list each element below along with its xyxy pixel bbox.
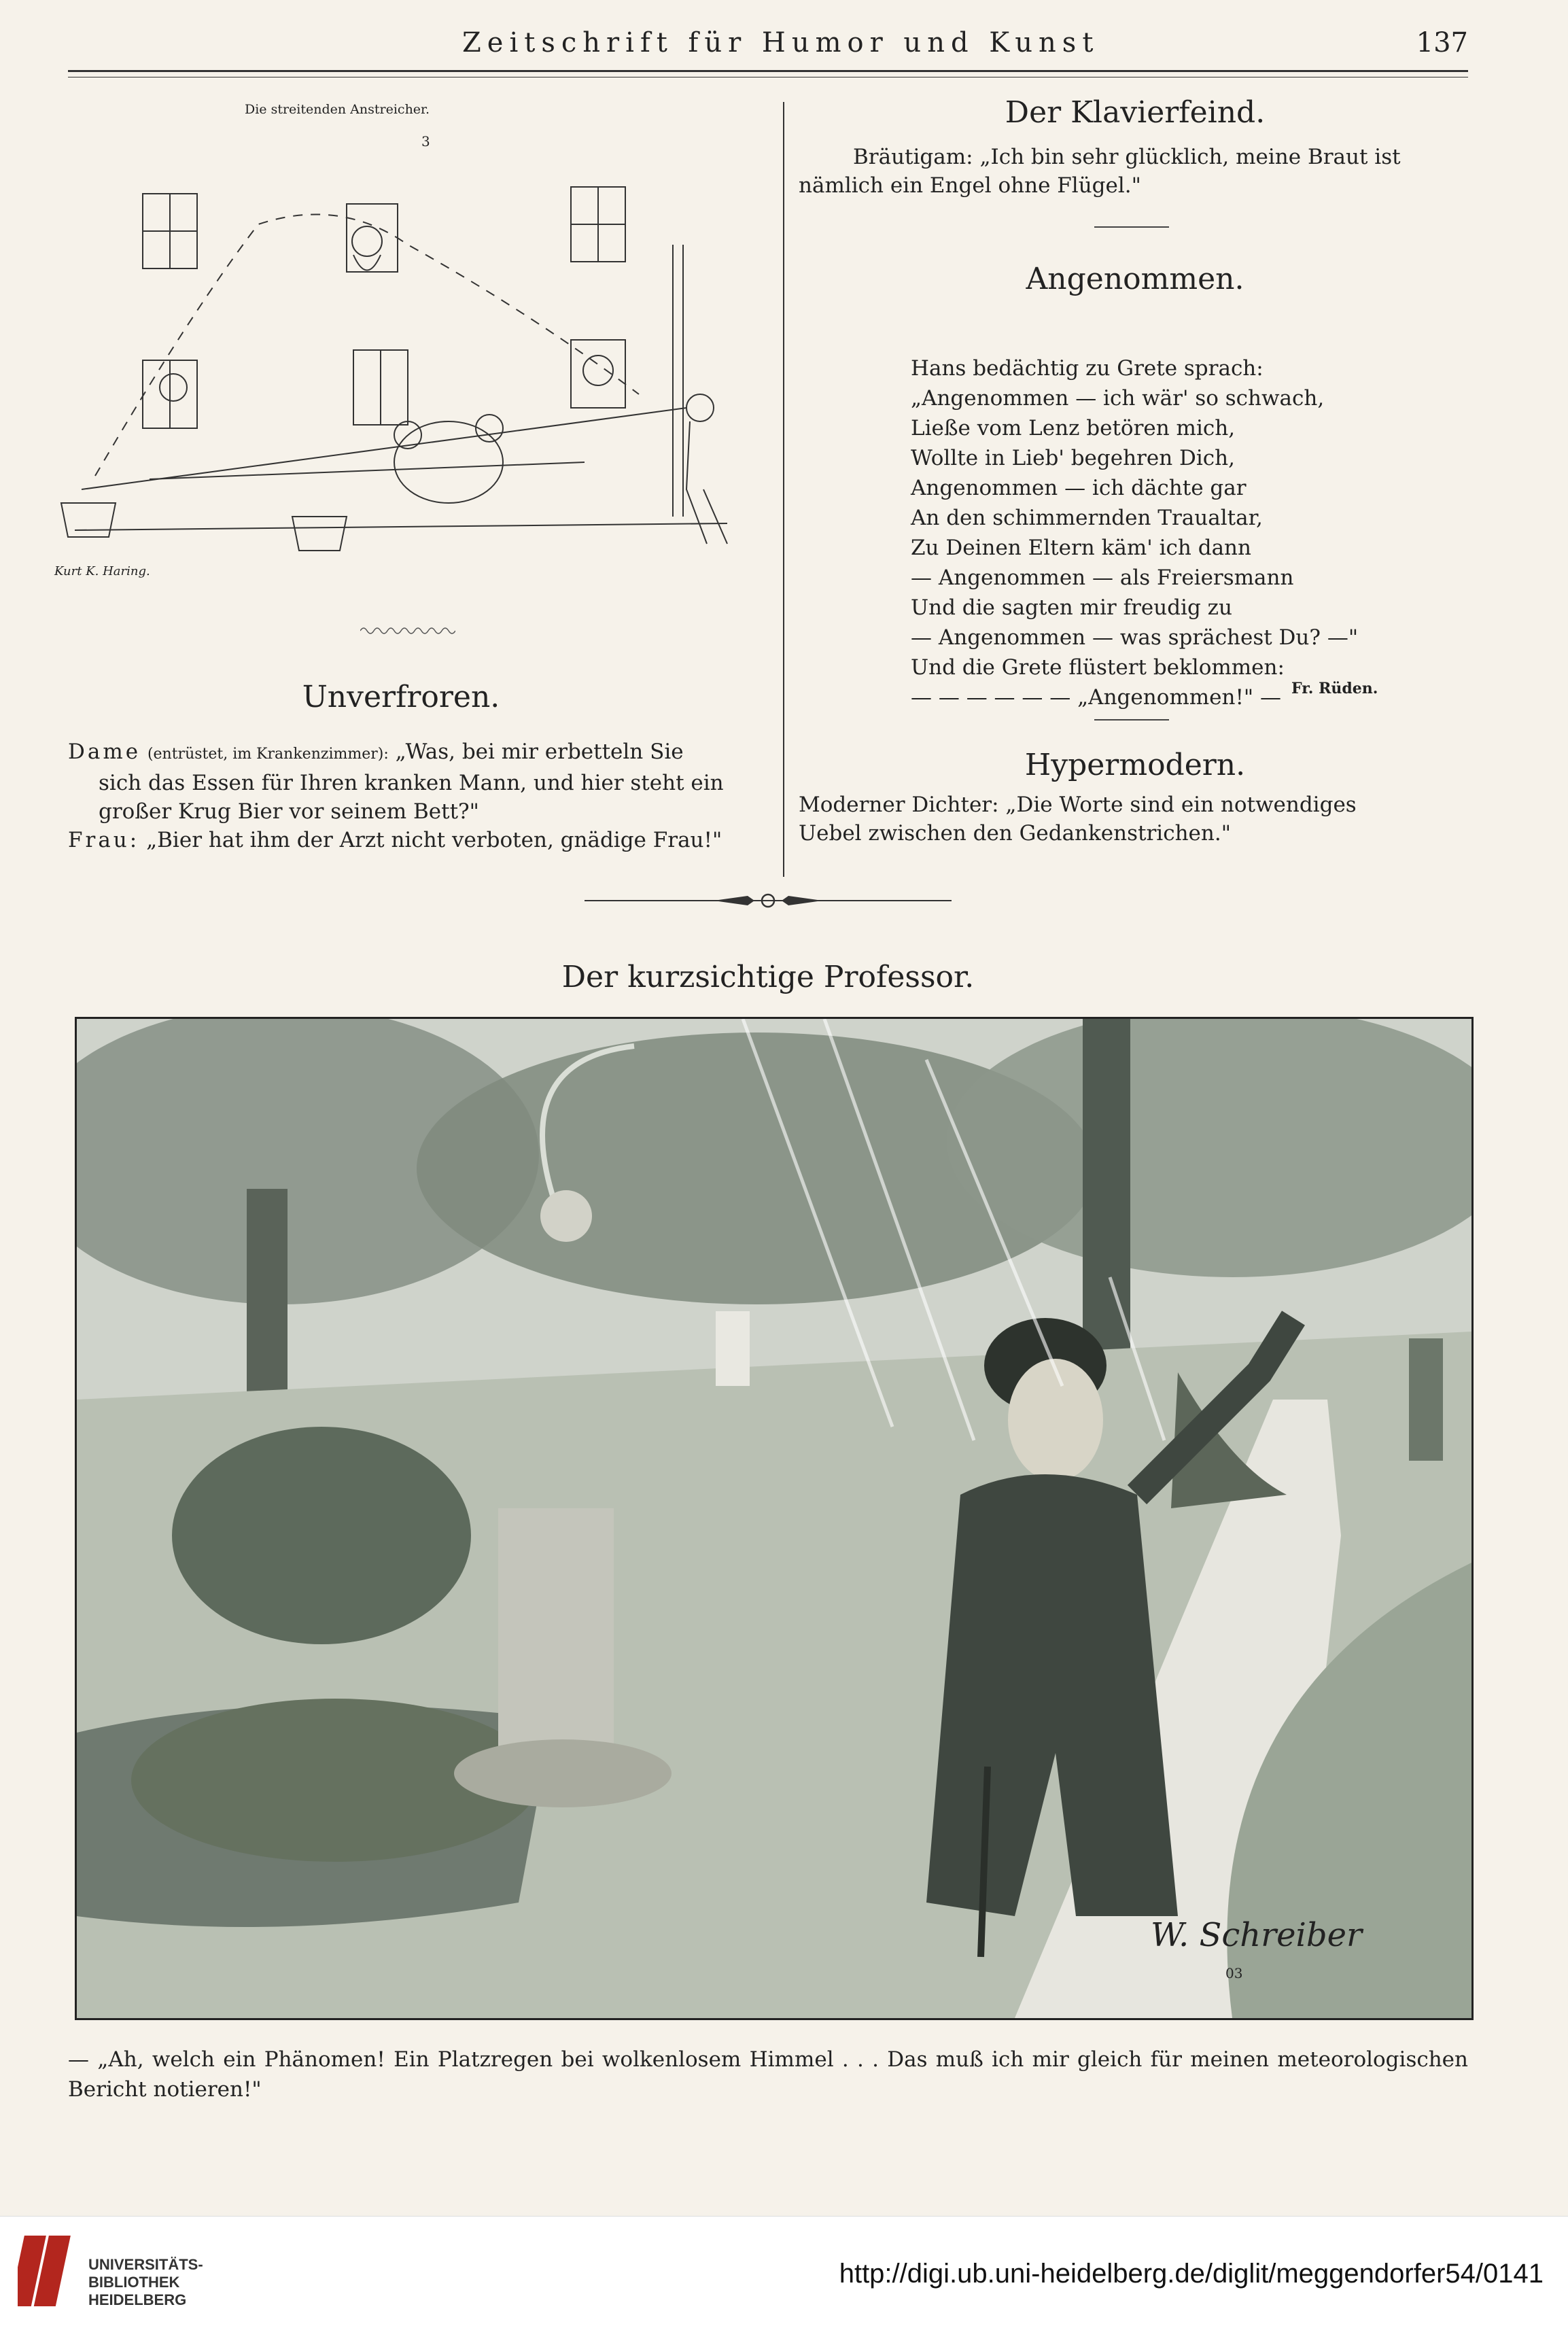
library-name-line1: UNIVERSITÄTS- [88,2256,203,2273]
column-divider [783,102,784,877]
poem-line: „Angenommen — ich wär' so schwach, [911,386,1325,411]
joke-line2: sich das Essen für Ihren kranken Mann, und hier steht ein [99,771,724,795]
joke-line1: „Was, bei mir erbetteln Sie [395,740,684,764]
klavier-line2: nämlich ein Engel ohne Flügel." [799,173,1141,198]
klavier-heading: Der Klavierfeind. [1005,95,1266,130]
library-name-line3: HEIDELBERG [88,2291,187,2308]
hyper-heading: Hypermodern. [1024,748,1246,782]
joke-stage-note: (entrüstet, im Krankenzimmer): [147,746,389,763]
university-library-logo [18,2229,79,2313]
poem-line: Wollte in Lieb' begehren Dich, [911,446,1235,470]
illustration-year: 03 [1225,1965,1243,1981]
poem-line: Zu Deinen Eltern käm' ich dann [911,536,1251,560]
hyper-text [799,791,1468,848]
poem-body [911,353,1358,712]
illustration-heading: Der kurzsichtige Professor. [561,960,975,994]
joke-line4: „Bier hat ihm der Arzt nicht verboten, gnädige Frau!" [146,828,722,852]
klavier-line1: Bräutigam: „Ich bin sehr glücklich, meine Braut ist [853,145,1401,169]
park-scene [77,1019,1471,2018]
joke-speaker-dame: Dame [68,740,141,764]
poem-heading: Angenommen. [1026,262,1244,296]
cartoon-signature: Kurt K. Haring. [54,564,150,578]
hyper-line1: Moderner Dichter: „Die Worte sind ein notwendiges [799,793,1357,817]
poem-author: Fr. Rüden. [1291,680,1378,697]
section-rule-2 [1094,719,1169,721]
header-title: Zeitschrift für Humor und Kunst [462,27,1100,58]
poem-line: Angenommen — ich dächte gar [911,476,1247,500]
painters-cartoon [54,109,754,585]
professor-illustration [75,1017,1474,2020]
klavier-text [799,143,1468,200]
library-footer [0,2216,1568,2326]
poem-line: — — — — — — „Angenommen!" — [911,685,1282,710]
page-number: 137 [1416,27,1468,58]
poem-line: An den schimmernden Traualtar, [911,506,1263,530]
illustration-signature: W. Schreiber [1151,1916,1362,1954]
poem-line: Hans bedächtig zu Grete sprach: [911,356,1264,381]
cartoon-title: Die streitenden Anstreicher. [245,102,430,117]
wavy-divider [360,625,455,636]
joke-line3: großer Krug Bier vor seinem Bett?" [99,799,479,824]
library-name-line2: BIBLIOTHEK [88,2274,180,2291]
running-header [68,27,1468,68]
source-url-link[interactable]: http://digi.ub.uni-heidelberg.de/diglit/meggendorfer54/0141 [839,2259,1544,2289]
poem-line: Und die sagten mir freudig zu [911,595,1232,620]
poem-line: — Angenommen — was sprächest Du? —" [911,625,1359,650]
joke-speaker-frau: Frau: [68,828,140,852]
section-rule-1 [1094,226,1169,228]
joke-heading: Unverfroren. [302,680,500,714]
ornament-divider [585,890,952,911]
joke-text [68,737,768,854]
header-rule [68,70,1468,72]
poem-line: — Angenommen — als Freiersmann [911,566,1294,590]
hyper-line2: Uebel zwischen den Gedankenstrichen." [799,821,1231,846]
illustration-caption: — „Ah, welch ein Phänomen! Ein Platzregen bei wolkenlosem Himmel . . . Das muß ich mir gleich für meinen meteorologischen Bericht notieren!" [68,2047,1468,2102]
library-name [88,2256,203,2309]
poem-line: Und die Grete flüstert beklommen: [911,655,1285,680]
poem-line: Ließe vom Lenz betören mich, [911,416,1236,440]
cartoon-number: 3 [421,133,430,150]
